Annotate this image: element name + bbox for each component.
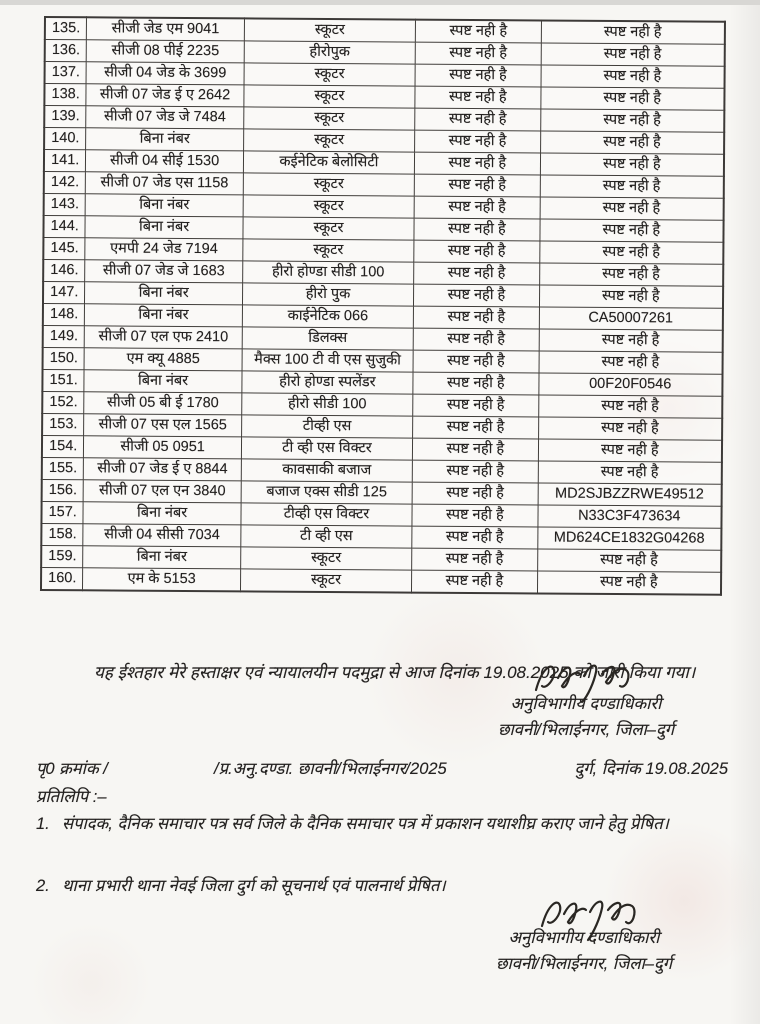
reference-line (36, 756, 728, 780)
cell-chassis-number: स्पष्ट नही है (539, 329, 723, 352)
cell-registration-number: सीजी 07 जेड जे 7484 (86, 106, 243, 129)
cell-serial-number: 145. (43, 238, 85, 260)
cell-engine-number: स्पष्ट नही है (414, 284, 540, 307)
cell-chassis-number: स्पष्ट नही है (540, 197, 724, 220)
copy-item-2-number: 2. (36, 877, 50, 895)
reference-number-prefix: पृ0 क्रमांक / (36, 760, 108, 778)
cell-engine-number: स्पष्ट नही है (414, 174, 540, 197)
cell-chassis-number: स्पष्ट नही है (541, 43, 725, 66)
cell-serial-number: 143. (44, 194, 86, 216)
cell-engine-number: स्पष्ट नही है (413, 328, 539, 351)
cell-vehicle-model: स्कूटर (243, 107, 415, 130)
cell-serial-number: 149. (43, 325, 85, 347)
cell-registration-number: सीजी 07 एस एल 1565 (84, 414, 241, 437)
cell-serial-number: 138. (44, 84, 86, 106)
cell-chassis-number: MD624CE1832G04268 (537, 527, 721, 550)
cell-registration-number: बिना नंबर (83, 502, 240, 525)
cell-registration-number: सीजी 08 पीई 2235 (87, 40, 244, 63)
cell-chassis-number: स्पष्ट नही है (540, 131, 724, 154)
cell-vehicle-model: स्कूटर (243, 129, 415, 152)
cell-chassis-number: MD2SJBZZRWE49512 (538, 483, 722, 506)
cell-engine-number: स्पष्ट नही है (414, 196, 540, 219)
cell-registration-number: बिना नंबर (86, 128, 243, 151)
vehicle-table-wrapper (40, 16, 726, 596)
cell-vehicle-model: कईनेटिक बेलोसिटी (243, 151, 415, 174)
vehicle-table-body (41, 17, 725, 595)
cell-vehicle-model: हीरो होण्डा स्पलेंडर (242, 371, 414, 394)
copy-item-2-text: थाना प्रभारी थाना नेवई जिला दुर्ग को सूचनार्थ एवं पालनार्थ प्रेषित। (62, 877, 446, 895)
cell-registration-number: सीजी 05 0951 (84, 436, 241, 459)
cell-engine-number: स्पष्ट नही है (414, 218, 540, 241)
cell-registration-number: सीजी 04 जेड के 3699 (86, 62, 243, 85)
cell-engine-number: स्पष्ट नही है (415, 20, 541, 43)
cell-vehicle-model: काईनेटिक 066 (242, 305, 414, 328)
cell-chassis-number: स्पष्ट नही है (540, 219, 724, 242)
cell-vehicle-model: स्कूटर (244, 63, 416, 86)
cell-vehicle-model: डिलक्स (242, 327, 414, 350)
cell-chassis-number: स्पष्ट नही है (537, 571, 721, 595)
cell-engine-number: स्पष्ट नही है (415, 64, 541, 87)
cell-chassis-number: स्पष्ट नही है (538, 395, 722, 418)
cell-engine-number: स्पष्ट नही है (413, 416, 539, 439)
signatory-block-bottom (448, 926, 720, 977)
cell-vehicle-model: टीव्ही एस (241, 415, 413, 438)
cell-serial-number: 144. (43, 216, 85, 238)
cell-registration-number: एमपी 24 जेड 7194 (85, 238, 242, 261)
cell-engine-number: स्पष्ट नही है (412, 460, 538, 483)
cell-vehicle-model: कावसाकी बजाज (241, 459, 413, 482)
cell-engine-number: स्पष्ट नही है (412, 482, 538, 505)
cell-engine-number: स्पष्ट नही है (414, 240, 540, 263)
cell-serial-number: 152. (42, 391, 84, 413)
cell-vehicle-model: स्कूटर (244, 18, 416, 42)
cell-serial-number: 155. (42, 457, 84, 479)
cell-registration-number: बिना नंबर (85, 216, 242, 239)
cell-serial-number: 139. (44, 106, 86, 128)
cell-chassis-number: स्पष्ट नही है (539, 263, 723, 286)
cell-serial-number: 137. (45, 62, 87, 84)
cell-serial-number: 136. (45, 40, 87, 62)
cell-registration-number: बिना नंबर (85, 282, 242, 305)
signatory-title: अनुविभागीय दण्डाधिकारी (510, 695, 662, 713)
cell-registration-number: बिना नंबर (85, 304, 242, 327)
cell-chassis-number: CA50007261 (539, 307, 723, 330)
cell-serial-number: 142. (44, 172, 86, 194)
cell-serial-number: 148. (43, 303, 85, 325)
cell-vehicle-model: टीव्ही एस विक्टर (241, 503, 413, 526)
cell-vehicle-model: हीरोपुक (244, 41, 416, 64)
cell-serial-number: 160. (41, 567, 83, 590)
cell-vehicle-model: हीरो होण्डा सीडी 100 (242, 261, 414, 284)
cell-registration-number: सीजी 04 सीसी 7034 (83, 524, 240, 547)
reference-number-body: /प्र.अनु.दण्डा. छावनी/भिलाईनगर/2025 (214, 760, 447, 778)
cell-registration-number: सीजी 05 बी ई 1780 (84, 392, 241, 415)
cell-registration-number: सीजी 07 जेड एस 1158 (86, 172, 243, 195)
cell-vehicle-model: बजाज एक्स सीडी 125 (241, 481, 413, 504)
cell-serial-number: 157. (41, 501, 83, 523)
cell-chassis-number: स्पष्ट नही है (539, 285, 723, 308)
cell-engine-number: स्पष्ट नही है (415, 152, 541, 175)
cell-registration-number: एम के 5153 (83, 568, 240, 592)
closing-paragraph: यह ईश्तहार मेरे हस्ताक्षर एवं न्यायालयीन पदमुद्रा से आज दिनांक 19.08.2025 को जारी किया गया। (94, 663, 696, 682)
signatory-title: अनुविभागीय दण्डाधिकारी (508, 929, 660, 947)
cell-chassis-number: 00F20F0546 (538, 373, 722, 396)
cell-vehicle-model: स्कूटर (244, 85, 416, 108)
cell-serial-number: 147. (43, 282, 85, 304)
vehicle-table (40, 16, 726, 596)
cell-chassis-number: स्पष्ट नही है (539, 241, 723, 264)
cell-vehicle-model: स्कूटर (243, 173, 415, 196)
cell-engine-number: स्पष्ट नही है (413, 394, 539, 417)
cell-vehicle-model: हीरो सीडी 100 (242, 393, 414, 416)
cell-engine-number: स्पष्ट नही है (415, 108, 541, 131)
cell-engine-number: स्पष्ट नही है (412, 504, 538, 527)
cell-chassis-number: N33C3F473634 (538, 505, 722, 528)
cell-serial-number: 154. (42, 435, 84, 457)
cell-engine-number: स्पष्ट नही है (412, 548, 538, 571)
cell-engine-number: स्पष्ट नही है (412, 570, 538, 593)
cell-chassis-number: स्पष्ट नही है (540, 175, 724, 198)
cell-chassis-number: स्पष्ट नही है (537, 549, 721, 572)
scan-edge-strip (0, 0, 760, 5)
cell-chassis-number: स्पष्ट नही है (540, 153, 724, 176)
cell-serial-number: 146. (43, 260, 85, 282)
cell-registration-number: सीजी 07 जेड ई ए 2642 (86, 84, 243, 107)
cell-chassis-number: स्पष्ट नही है (540, 87, 724, 110)
cell-serial-number: 135. (45, 17, 87, 40)
cell-vehicle-model: स्कूटर (243, 239, 415, 262)
cell-serial-number: 156. (42, 479, 84, 501)
cell-chassis-number: स्पष्ट नही है (540, 109, 724, 132)
signatory-office: छावनी/भिलाईनगर, जिला–दुर्ग (495, 954, 673, 973)
copy-item-1 (36, 810, 730, 839)
cell-vehicle-model: मैक्स 100 टी वी एस सुजुकी (242, 349, 414, 372)
cell-serial-number: 140. (44, 128, 86, 150)
copy-heading: प्रतिलिपि :– (36, 788, 107, 806)
cell-registration-number: सीजी 07 जेड जे 1683 (85, 260, 242, 283)
cell-engine-number: स्पष्ट नही है (415, 42, 541, 65)
cell-engine-number: स्पष्ट नही है (413, 306, 539, 329)
cell-registration-number: सीजी 07 जेड ई ए 8844 (84, 458, 241, 481)
cell-vehicle-model: स्कूटर (240, 547, 412, 570)
cell-registration-number: बिना नंबर (86, 194, 243, 217)
cell-serial-number: 153. (42, 413, 84, 435)
cell-serial-number: 141. (44, 150, 86, 172)
cell-vehicle-model: टी व्ही एस विक्टर (241, 437, 413, 460)
cell-vehicle-model: टी व्ही एस (241, 525, 413, 548)
cell-registration-number: सीजी 04 सीई 1530 (86, 150, 243, 173)
cell-registration-number: एम क्यू 4885 (84, 348, 241, 371)
cell-vehicle-model: स्कूटर (243, 195, 415, 218)
cell-chassis-number: स्पष्ट नही है (541, 20, 725, 44)
cell-serial-number: 158. (41, 523, 83, 545)
cell-registration-number: बिना नंबर (84, 370, 241, 393)
reference-place-date: दुर्ग, दिनांक 19.08.2025 (574, 760, 728, 778)
cell-engine-number: स्पष्ट नही है (415, 86, 541, 109)
cell-vehicle-model: हीरो पुक (242, 283, 414, 306)
cell-registration-number: सीजी जेड एम 9041 (87, 17, 244, 41)
cell-chassis-number: स्पष्ट नही है (538, 439, 722, 462)
signatory-office: छावनी/भिलाईनगर, जिला–दुर्ग (497, 720, 675, 739)
copy-item-1-number: 1. (36, 815, 50, 833)
cell-engine-number: स्पष्ट नही है (413, 350, 539, 373)
cell-serial-number: 150. (43, 347, 85, 369)
cell-chassis-number: स्पष्ट नही है (538, 417, 722, 440)
cell-vehicle-model: स्कूटर (240, 569, 412, 593)
cell-chassis-number: स्पष्ट नही है (538, 461, 722, 484)
copy-item-1-text: संपादक, दैनिक समाचार पत्र सर्व जिले के दैनिक समाचार पत्र में प्रकाशन यथाशीघ्र कराए जाने हेतु प्रेषित। (62, 815, 669, 833)
cell-engine-number: स्पष्ट नही है (414, 262, 540, 285)
cell-engine-number: स्पष्ट नही है (413, 438, 539, 461)
table-row (41, 567, 721, 594)
cell-chassis-number: स्पष्ट नही है (539, 351, 723, 374)
cell-engine-number: स्पष्ट नही है (415, 130, 541, 153)
cell-registration-number: बिना नंबर (83, 546, 240, 569)
cell-registration-number: सीजी 07 एल एफ 2410 (85, 326, 242, 349)
cell-registration-number: सीजी 07 एल एन 3840 (84, 480, 241, 503)
cell-engine-number: स्पष्ट नही है (413, 372, 539, 395)
cell-chassis-number: स्पष्ट नही है (541, 65, 725, 88)
cell-serial-number: 159. (41, 545, 83, 567)
signatory-block-top (452, 692, 720, 743)
cell-engine-number: स्पष्ट नही है (412, 526, 538, 549)
cell-serial-number: 151. (42, 369, 84, 391)
cell-vehicle-model: स्कूटर (243, 217, 415, 240)
